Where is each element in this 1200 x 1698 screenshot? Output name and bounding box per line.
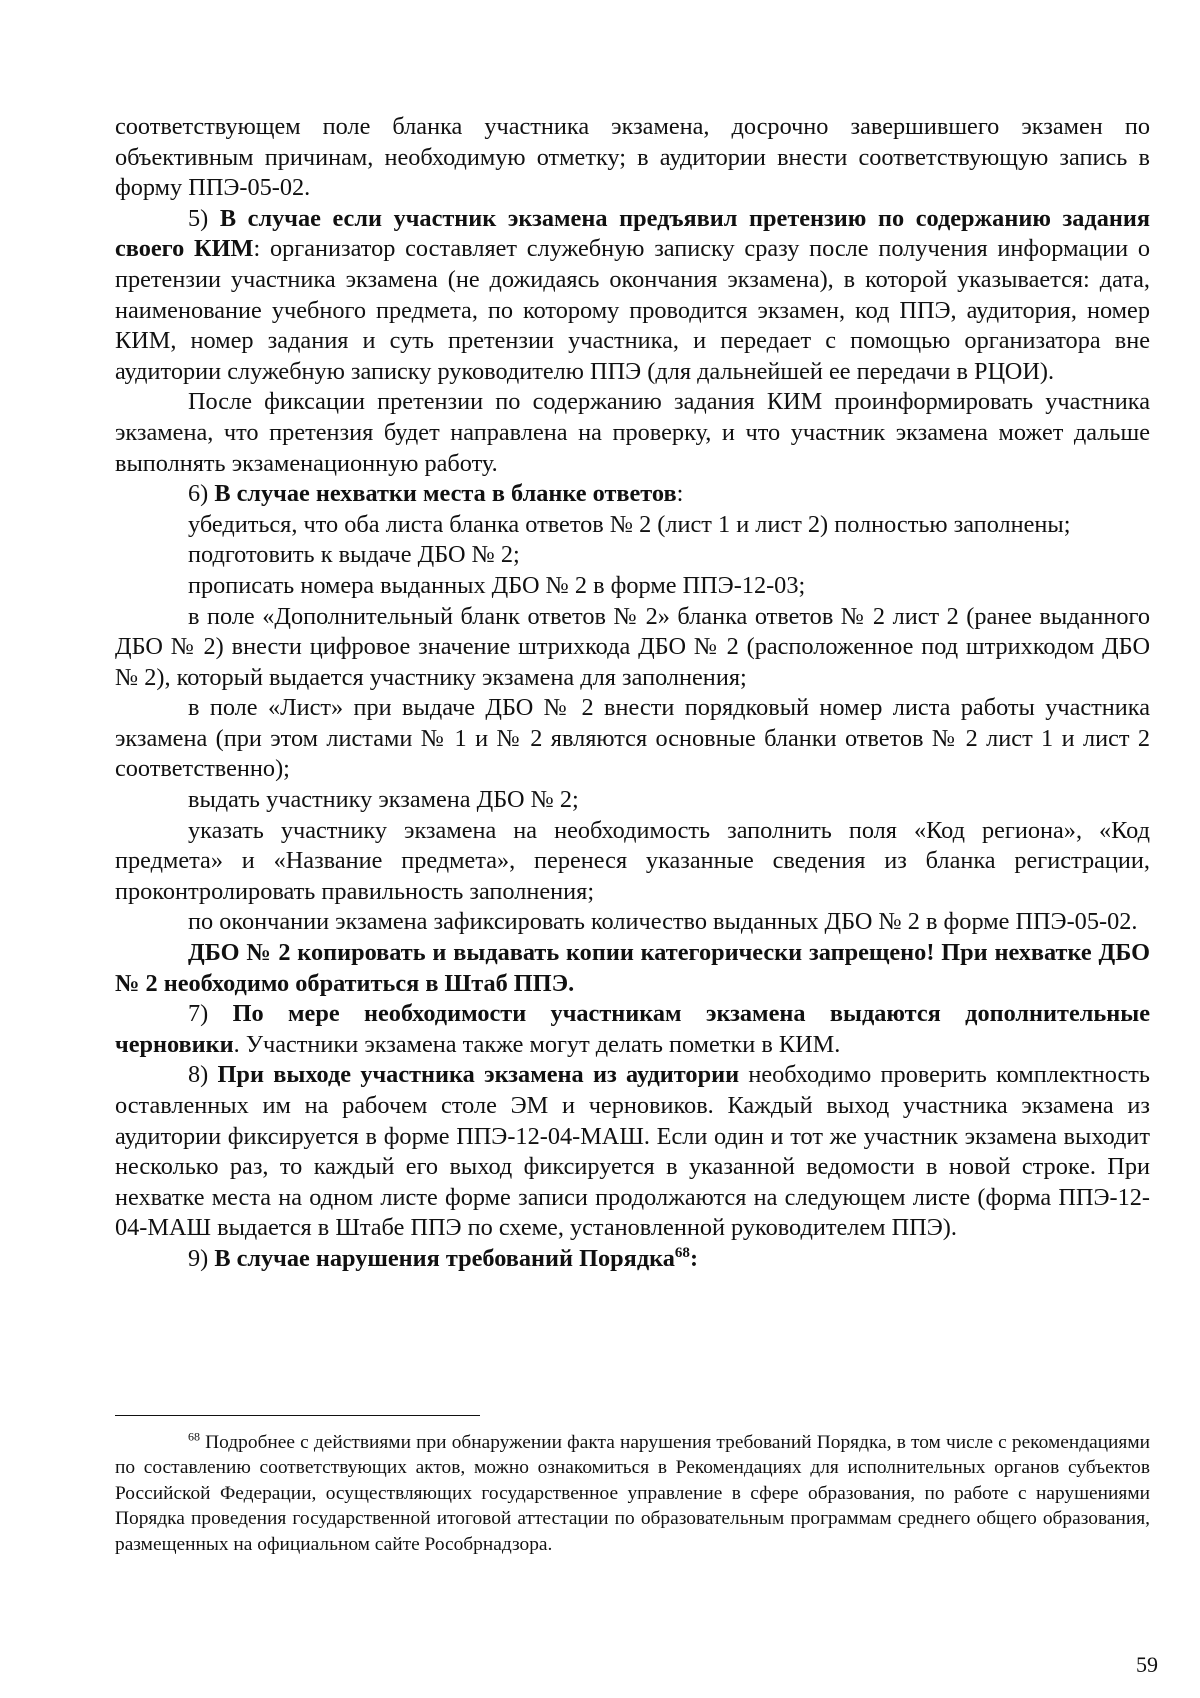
bold-heading: В случае если участник экзамена предъявил претензию по содержанию задания своего КИМ [115,204,1150,263]
list-item: в поле «Лист» при выдаче ДБО № 2 внести порядковый номер листа работы участника экзамена (при этом листами № 1 и № 2 являются основные бланки ответов № 2 лист 1 и лист 2 соответственно); [115,694,1150,783]
warning-text: ДБО № 2 копировать и выдавать копии категорически запрещено! При нехватке ДБО № 2 необходимо обратиться в Штаб ППЭ. [115,939,1150,997]
list-item: выдать участнику экзамена ДБО № 2; [188,786,579,814]
footnote-reference: 68 [674,1244,690,1261]
paragraph: 6) В случае нехватки места в бланке ответов: [188,480,684,508]
list-item: подготовить к выдаче ДБО № 2; [188,541,520,569]
list-item: по окончании экзамена зафиксировать количество выданных ДБО № 2 в форме ППЭ-05-02. [188,908,1138,936]
bold-heading: По мере необходимости участникам экзамена выдаются дополнительные черновики [115,1000,1150,1058]
warning-paragraph [115,938,1150,999]
footnote-marker: 68 [188,1429,201,1444]
footnote-separator [115,1415,480,1416]
paragraph: 5) В случае если участник экзамена предъявил претензию по содержанию задания своего КИМ: организатор составляет служебную записку сразу после получения информации о претензии участника экзамена (не дожидаясь окончания экзамена), в которой указывается: дата, наименование учебного предмета, по которому проводится экзамен, код ППЭ, аудитория, номер КИМ, номер задания и суть претензии участника, и передает с помощью организатора вне аудитории служебную записку руководителю ППЭ (для дальнейшей ее передачи в РЦОИ). [115,204,1150,385]
list-item: указать участнику экзамена на необходимость заполнить поля «Код региона», «Код предмета» и «Название предмета», перенеся указанные сведения из бланка регистрации, проконтролировать правильность заполнения; [115,816,1150,905]
paragraph: После фиксации претензии по содержанию задания КИМ проинформировать участника экзамена, что претензия будет направлена на проверку, и что участник экзамена может дальше выполнять экзаменационную работу. [115,388,1150,477]
bold-heading: При выходе участника экзамена из аудитории [217,1061,740,1089]
paragraph: 7) По мере необходимости участникам экзамена выдаются дополнительные черновики. Участники экзамена также могут делать пометки в КИМ. [115,1000,1150,1058]
footnote [115,1430,1150,1557]
list-item: убедиться, что оба листа бланка ответов № 2 (лист 1 и лист 2) полностью заполнены; [188,510,1071,538]
paragraph: 8) При выходе участника экзамена из аудитории необходимо проверить комплектность оставленных им на рабочем столе ЭМ и черновиков. Каждый выход участника экзамена из аудитории фиксируется в форме ППЭ-12-04-МАШ. Если один и тот же участник экзамена выходит несколько раз, то каждый его выход фиксируется в указанной ведомости в новой строке. При нехватке места на одном листе форме записи продолжаются на следующем листе (форма ППЭ-12-04-МАШ выдается в Штабе ППЭ по схеме, установленной руководителем ППЭ). [115,1061,1150,1242]
bold-heading: В случае нарушения требований Порядка$^{68}$: [214,1244,699,1272]
list-item: прописать номера выданных ДБО № 2 в форме ППЭ-12-03; [188,571,806,599]
bold-heading: В случае нехватки места в бланке ответов [214,480,677,508]
document-body [115,112,1150,1275]
page-number: 59 [1136,1652,1158,1677]
footnote-text: Подробнее с действиями при обнаружении факта нарушения требований Порядка, в том числе с рекомендациями по составлению соответствующих актов, можно ознакомиться в Рекомендациях для исполнительных органов субъектов Российской Федерации, осуществляющих государственное управление в сфере образования, по работе с нарушениями Порядка проведения государственной итоговой аттестации по образовательным программам среднего общего образования, размещенных на официальном сайте Рособрнадзора. [115,1432,1150,1555]
list-item: в поле «Дополнительный бланк ответов № 2» бланка ответов № 2 лист 2 (ранее выданного ДБО № 2) внести цифровое значение штрихкода ДБО № 2 (расположенное под штрихкодом ДБО № 2), который выдается участнику экзамена для заполнения; [115,602,1150,691]
paragraph: 9) В случае нарушения требований Порядка$^{68}$: [188,1244,699,1272]
paragraph: соответствующем поле бланка участника экзамена, досрочно завершившего экзамен по объективным причинам, необходимую отметку; в аудитории внести соответствующую запись в форму ППЭ-05-02. [115,113,1150,202]
